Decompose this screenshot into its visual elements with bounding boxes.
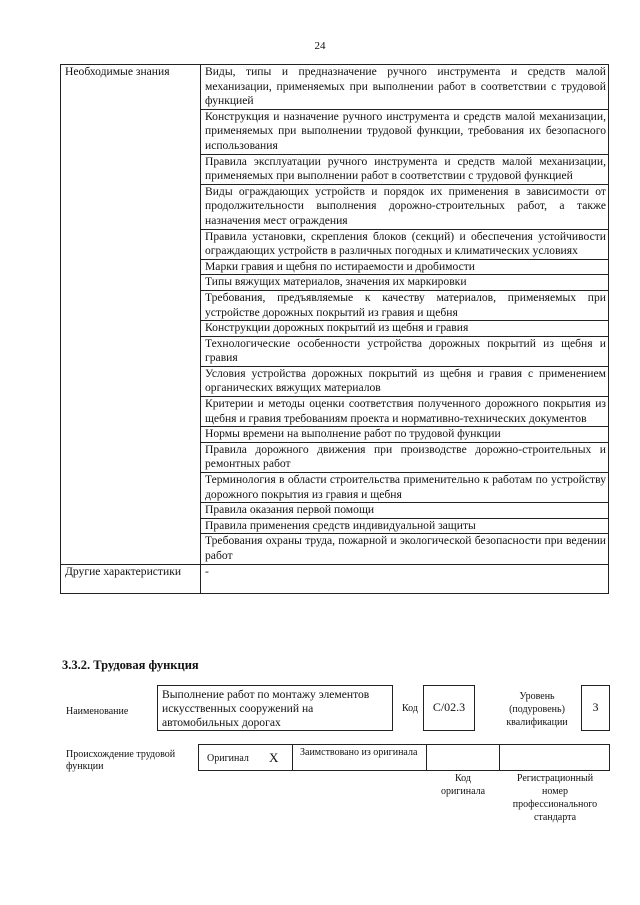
knowledge-item: Правила эксплуатации ручного инструмента и средств малой механизации, применяемых при выполнении работ в соответствии с трудовой функцией <box>201 154 609 184</box>
knowledge-row <box>61 65 609 110</box>
other-value: - <box>201 564 609 593</box>
registration-caption: Регистрационный номер профессионального стандарта <box>512 773 598 823</box>
knowledge-item: Нормы времени на выполнение работ по трудовой функции <box>201 427 609 443</box>
knowledge-item: Правила применения средств индивидуальной защиты <box>201 518 609 534</box>
knowledge-item: Требования охраны труда, пожарной и экологической безопасности при ведении работ <box>201 534 609 564</box>
knowledge-item: Правила оказания первой помощи <box>201 503 609 519</box>
knowledge-item: Конструкция и назначение ручного инструмента и средств малой механизации, применяемых при выполнении трудовой функции, требования их безопасного использования <box>201 109 609 154</box>
registration-number-cell <box>499 744 610 771</box>
knowledge-item: Правила дорожного движения при производстве дорожно-строительных и ремонтных работ <box>201 442 609 472</box>
name-label: Наименование <box>66 706 129 717</box>
knowledge-item: Виды ограждающих устройств и порядок их применения в зависимости от продолжительности выполнения дорожно-строительных работ, а также назначения мест ограждения <box>201 184 609 229</box>
section-heading: 3.3.2. Трудовая функция <box>62 658 199 672</box>
knowledge-label: Необходимые знания <box>61 65 201 565</box>
knowledge-table <box>60 64 609 594</box>
knowledge-item: Технологические особенности устройства дорожных покрытий из щебня и гравия <box>201 336 609 366</box>
knowledge-item: Конструкции дорожных покрытий из щебня и гравия <box>201 321 609 337</box>
page-number: 24 <box>314 40 326 52</box>
level-label: Уровень (подуровень) квалификации <box>506 691 568 728</box>
knowledge-item: Требования, предъявляемые к качеству материалов, применяемых при устройстве дорожных покрытий из гравия и щебня <box>201 290 609 320</box>
code-label: Код <box>402 703 418 714</box>
code-caption: Код оригинала <box>440 773 486 797</box>
original-label: Оригинал <box>207 753 249 764</box>
original-cell <box>198 744 293 771</box>
borrowed-cell <box>292 744 427 771</box>
knowledge-item: Правила установки, скрепления блоков (секций) и обеспечения устойчивости ограждающих устройств в различных погодных и климатических условиях <box>201 229 609 259</box>
knowledge-item: Виды, типы и предназначение ручного инструмента и средств малой механизации, применяемых при выполнении работ в соответствии с трудовой функцией <box>201 65 609 110</box>
borrowed-label: Заимствовано из оригинала <box>300 747 418 758</box>
function-name: Выполнение работ по монтажу элементов искусственных сооружений на автомобильных дорогах <box>157 685 393 731</box>
knowledge-item: Условия устройства дорожных покрытий из щебня и гравия с применением органических вяжущих материалов <box>201 366 609 396</box>
knowledge-item: Терминология в области строительства применительно к работам по устройству дорожного покрытия из гравия и щебня <box>201 473 609 503</box>
knowledge-item: Типы вяжущих материалов, значения их маркировки <box>201 275 609 291</box>
knowledge-item: Критерии и методы оценки соответствия полученного дорожного покрытия из щебня и гравия требованиям проекта и нормативно-технических документов <box>201 397 609 427</box>
knowledge-item: Марки гравия и щебня по истираемости и дробимости <box>201 259 609 275</box>
origin-label: Происхождение трудовой функции <box>66 749 176 772</box>
original-mark: X <box>269 750 279 765</box>
original-code-cell <box>426 744 500 771</box>
function-code: C/02.3 <box>423 685 475 731</box>
other-row <box>61 564 609 593</box>
other-label: Другие характеристики <box>61 564 201 593</box>
qualification-level: 3 <box>581 685 610 731</box>
